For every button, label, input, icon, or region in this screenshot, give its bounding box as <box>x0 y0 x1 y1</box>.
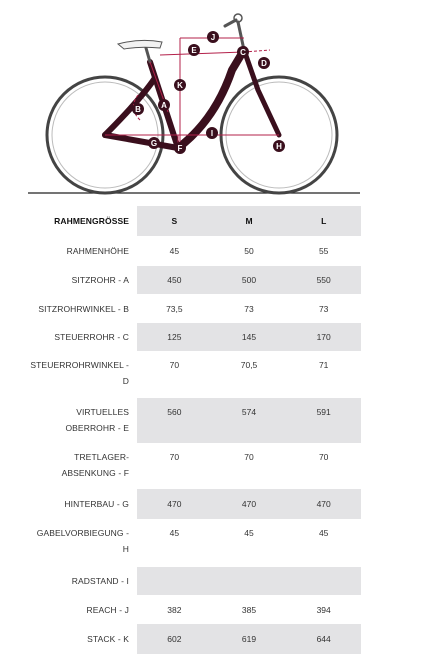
marker-G <box>148 137 160 149</box>
cell-value-l: 470 <box>316 499 331 509</box>
row-label <box>27 567 137 595</box>
marker-E <box>188 44 200 56</box>
marker-I <box>206 127 218 139</box>
cell-value-s: 70 <box>169 360 180 370</box>
marker-K-label: K <box>177 81 183 90</box>
table-header-row <box>27 206 361 236</box>
cell-value-s: 450 <box>167 275 182 285</box>
cell-value-l: 45 <box>318 528 329 538</box>
cell-value-s: 45 <box>169 246 180 256</box>
row-label-line: OBERROHR - E <box>65 423 129 433</box>
row-label-line: STACK - K <box>87 634 129 644</box>
cell-value-s: 70 <box>169 452 180 462</box>
cell-value-m: 145 <box>241 332 257 342</box>
row-label <box>27 351 137 398</box>
cell-value-l: 71 <box>318 360 329 370</box>
cell-value-l: 73 <box>318 303 329 314</box>
marker-H <box>273 140 285 152</box>
cell-value-l: 170 <box>316 332 331 342</box>
table-row <box>27 443 361 489</box>
table-row <box>27 595 361 624</box>
cell-value-l: 591 <box>316 407 331 417</box>
cell-value-m: 470 <box>241 499 257 509</box>
cell-value-m: 500 <box>241 275 257 285</box>
row-label <box>27 266 137 294</box>
cell-value-m: 45 <box>244 528 254 538</box>
cell-value-l: 70 <box>318 452 329 462</box>
row-label <box>27 489 137 519</box>
marker-F <box>174 142 186 154</box>
marker-A <box>158 99 170 111</box>
table-row <box>27 567 361 595</box>
row-label-line: SITZROHR - A <box>71 275 129 285</box>
cell-value-s: 560 <box>167 407 182 417</box>
row-label <box>27 443 137 489</box>
cell-value-s: 382 <box>167 604 182 615</box>
row-label <box>27 595 137 624</box>
table-row <box>27 489 361 519</box>
cell-value-l: 644 <box>316 634 331 644</box>
marker-H-label: H <box>276 142 282 151</box>
row-label-line: STEUERROHR - C <box>54 332 129 342</box>
table-row <box>27 624 361 654</box>
marker-J-label: J <box>210 33 216 42</box>
row-label <box>27 323 137 351</box>
cell-value-s: 470 <box>167 499 182 509</box>
cell-value-m: 619 <box>241 634 257 644</box>
row-label <box>27 236 137 266</box>
row-label-line: SITZROHRWINKEL - B <box>38 303 129 314</box>
cell-value-s: 602 <box>167 634 182 644</box>
marker-I-label: I <box>210 129 214 138</box>
marker-F-label: F <box>177 144 183 153</box>
marker-J <box>207 31 219 43</box>
marker-K <box>174 79 186 91</box>
row-label <box>27 294 137 323</box>
marker-G-label: G <box>150 139 158 148</box>
row-label-line: TRETLAGER- <box>74 452 129 462</box>
table-row <box>27 294 361 323</box>
table-row <box>27 236 361 266</box>
cell-value-m: 385 <box>241 604 257 615</box>
table-row <box>27 266 361 294</box>
marker-B <box>132 103 144 115</box>
row-label-line: GABELVORBIEGUNG - <box>36 528 129 538</box>
row-label <box>27 398 137 443</box>
cell-value-m: 70 <box>244 452 254 462</box>
marker-E-label: E <box>191 46 197 55</box>
cell-value-m: 73 <box>244 303 254 314</box>
cell-value-m: 70,5 <box>240 360 258 370</box>
row-label <box>27 519 137 567</box>
bike-geometry-diagram <box>0 0 439 200</box>
marker-C-label: C <box>240 48 246 57</box>
row-label-line: STEUERROHRWINKEL - <box>30 360 129 370</box>
row-label-line: H <box>122 544 129 554</box>
cell-value-m: 50 <box>244 246 254 256</box>
row-label-line: REACH - J <box>86 604 129 615</box>
table-row <box>27 351 361 398</box>
marker-D-label: D <box>261 59 267 68</box>
row-label-line: D <box>122 376 129 386</box>
marker-D <box>258 57 270 69</box>
marker-C <box>237 46 249 58</box>
marker-B-label: B <box>135 105 141 114</box>
cell-value-l: 55 <box>318 246 329 256</box>
header-size-m: M <box>245 216 253 226</box>
row-label-line: RADSTAND - I <box>71 576 129 586</box>
header-label: RAHMENGRÖSSE <box>54 216 129 226</box>
cell-value-l: 394 <box>316 604 331 615</box>
row-label-line: RAHMENHÖHE <box>66 246 129 256</box>
geometry-table <box>27 206 361 654</box>
row-label-line: HINTERBAU - G <box>64 499 129 509</box>
table-row <box>27 323 361 351</box>
table-row <box>27 398 361 443</box>
cell-value-s: 125 <box>167 332 182 342</box>
cell-value-s: 45 <box>169 528 180 538</box>
table-row <box>27 519 361 567</box>
row-label-line: ABSENKUNG - F <box>61 468 129 478</box>
cell-value-m: 574 <box>241 407 257 417</box>
header-size-l: L <box>321 216 327 226</box>
marker-A-label: A <box>161 101 167 110</box>
row-label <box>27 624 137 654</box>
saddle <box>118 40 162 49</box>
header-size-s: S <box>171 216 178 226</box>
row-label-line: VIRTUELLES <box>76 407 129 417</box>
cell-value-l: 550 <box>316 275 331 285</box>
cell-value-s: 73,5 <box>166 303 183 314</box>
